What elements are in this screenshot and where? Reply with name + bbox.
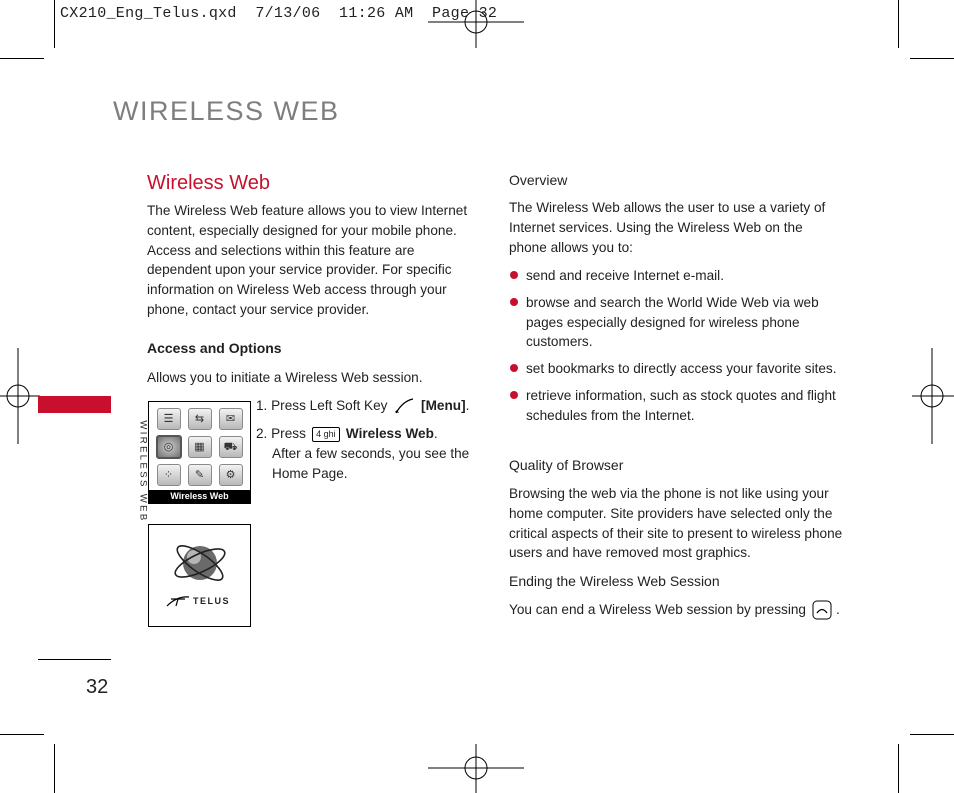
games-icon: ▦ [184,433,215,461]
list-item: send and receive Internet e-mail. [509,266,839,286]
step-2-detail: After a few seconds, you see the Home Page. [272,445,470,481]
step-1: 1. Press Left Soft Key [Menu]. [256,396,469,416]
crop-mark [898,0,899,48]
page-number: 32 [86,676,109,698]
side-tab-bar [38,396,111,413]
crop-mark [898,744,899,793]
registration-mark [0,348,40,444]
step-2-text: 2. Press [256,426,306,441]
page-rule [38,659,111,660]
multimedia-icon: ⁘ [153,461,184,489]
bullet-icon [510,298,518,306]
bullet-icon [510,391,518,399]
crop-mark [54,0,55,48]
section-title: Wireless Web [147,172,270,194]
wireless-web-icon: ◎ [153,433,184,461]
tools-icon: ✎ [184,461,215,489]
mail-icon: ✉ [215,405,246,433]
telus-logo-icon [165,594,191,608]
bullet-icon [510,271,518,279]
file-header: CX210_Eng_Telus.qxd 7/13/06 11:26 AM Page 32 [60,5,498,22]
home-screen [148,524,251,627]
key-4-icon: 4 ghi [312,427,340,442]
crop-mark [910,58,954,59]
crop-mark [54,744,55,793]
contacts-icon: ☰ [153,405,184,433]
end-key-icon [812,600,832,620]
left-soft-key-icon [393,397,415,415]
quality-text: Browsing the web via the phone is not like using your home computer. Site providers have selected only the critical aspects of their site to present to wireless phone users and have removed most graphics. [509,486,843,561]
wireless-web-label: Wireless Web [345,426,434,441]
messaging-icon: ⇆ [184,405,215,433]
step-1-text: 1. Press Left Soft Key [256,398,388,413]
crop-mark [910,734,954,735]
menu-screen [148,401,251,504]
menu-screen-label: Wireless Web [149,490,250,503]
ending-text-body: You can end a Wireless Web session by pressing [509,602,806,617]
settings-icon: ⚙ [215,461,246,489]
list-item: retrieve information, such as stock quotes and flight schedules from the Internet. [509,386,839,426]
access-text: Allows you to initiate a Wireless Web session. [147,370,423,385]
shopping-icon: ⛟ [215,433,246,461]
overview-text: The Wireless Web allows the user to use a variety of Internet services. Using the Wireless Web on the phone allows you to: [509,200,826,255]
registration-mark [912,348,954,444]
quality-heading: Quality of Browser [509,457,624,473]
list-item: set bookmarks to directly access your favorite sites. [509,359,839,379]
menu-label: [Menu] [421,398,466,413]
side-tab-label: WIRELESS WEB [137,420,149,523]
bullet-icon [510,364,518,372]
globe-icon [170,537,230,589]
crop-mark [0,734,44,735]
telus-brand: TELUS [193,596,231,606]
access-heading: Access and Options [147,340,282,356]
list-item: browse and search the World Wide Web via web pages especially designed for wireless phone customers. [509,293,839,352]
ending-text: You can end a Wireless Web session by pressing . [509,600,840,620]
step-2: 2. Press 4 ghi Wireless Web. After a few seconds, you see the Home Page. [256,424,476,483]
registration-mark [428,744,524,793]
ending-heading: Ending the Wireless Web Session [509,573,720,589]
feature-list [509,266,839,433]
crop-mark [0,58,44,59]
intro-paragraph: The Wireless Web feature allows you to view Internet content, especially designed for your mobile phone. Access and selections within this feature are dependent upon your service provider. For specific information on Wireless Web access through your phone, contact your service provider. [147,203,468,317]
overview-heading: Overview [509,172,568,188]
chapter-title: WIRELESS WEB [113,96,340,126]
